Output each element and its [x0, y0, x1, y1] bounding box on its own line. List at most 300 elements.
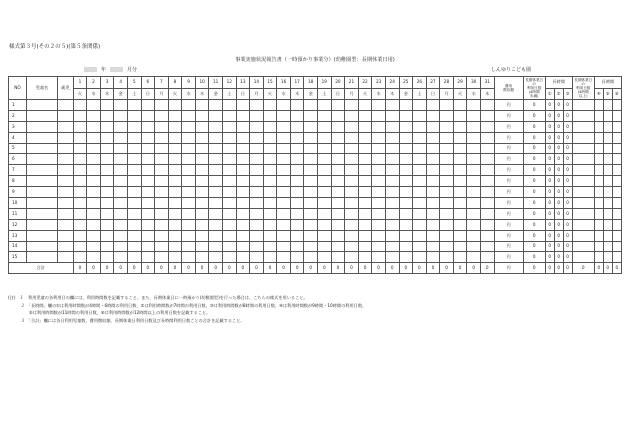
day-hours-cell[interactable]: [73, 143, 87, 154]
day-hours-cell[interactable]: [141, 132, 155, 143]
day-hours-cell[interactable]: [209, 132, 223, 143]
day-hours-cell[interactable]: [222, 121, 236, 132]
age-cell[interactable]: [58, 165, 74, 176]
day-hours-cell[interactable]: [209, 100, 223, 111]
day-hours-cell[interactable]: [277, 154, 291, 165]
day-hours-cell[interactable]: [345, 143, 359, 154]
day-hours-cell[interactable]: [304, 154, 318, 165]
day-hours-cell[interactable]: [141, 143, 155, 154]
day-hours-cell[interactable]: [385, 132, 399, 143]
age-cell[interactable]: [58, 110, 74, 121]
day-hours-cell[interactable]: [480, 165, 494, 176]
day-hours-cell[interactable]: [399, 208, 413, 219]
day-hours-cell[interactable]: [453, 187, 467, 198]
child-name-cell[interactable]: [26, 176, 57, 187]
day-hours-cell[interactable]: [372, 100, 386, 111]
age-cell[interactable]: [58, 241, 74, 252]
day-hours-cell[interactable]: [277, 230, 291, 241]
day-hours-cell[interactable]: [331, 230, 345, 241]
day-hours-cell[interactable]: [453, 100, 467, 111]
day-hours-cell[interactable]: [399, 187, 413, 198]
day-hours-cell[interactable]: [263, 154, 277, 165]
day-hours-cell[interactable]: [304, 132, 318, 143]
day-hours-cell[interactable]: [385, 121, 399, 132]
day-hours-cell[interactable]: [480, 176, 494, 187]
day-hours-cell[interactable]: [453, 154, 467, 165]
month-field[interactable]: [110, 67, 123, 72]
day-hours-cell[interactable]: [480, 100, 494, 111]
day-hours-cell[interactable]: [426, 121, 440, 132]
day-hours-cell[interactable]: [127, 143, 141, 154]
day-hours-cell[interactable]: [168, 219, 182, 230]
day-hours-cell[interactable]: [453, 132, 467, 143]
day-hours-cell[interactable]: [87, 219, 101, 230]
day-hours-cell[interactable]: [399, 230, 413, 241]
day-hours-cell[interactable]: [100, 219, 114, 230]
day-hours-cell[interactable]: [453, 230, 467, 241]
day-hours-cell[interactable]: [426, 110, 440, 121]
day-hours-cell[interactable]: [318, 165, 332, 176]
day-hours-cell[interactable]: [480, 198, 494, 209]
day-hours-cell[interactable]: [399, 219, 413, 230]
day-hours-cell[interactable]: [331, 132, 345, 143]
day-hours-cell[interactable]: [385, 241, 399, 252]
day-hours-cell[interactable]: [114, 121, 128, 132]
day-hours-cell[interactable]: [467, 143, 481, 154]
day-hours-cell[interactable]: [73, 198, 87, 209]
day-hours-cell[interactable]: [87, 176, 101, 187]
day-hours-cell[interactable]: [114, 165, 128, 176]
day-hours-cell[interactable]: [385, 198, 399, 209]
day-hours-cell[interactable]: [209, 165, 223, 176]
day-hours-cell[interactable]: [290, 154, 304, 165]
day-hours-cell[interactable]: [127, 198, 141, 209]
day-hours-cell[interactable]: [318, 252, 332, 263]
day-hours-cell[interactable]: [114, 208, 128, 219]
day-hours-cell[interactable]: [222, 100, 236, 111]
day-hours-cell[interactable]: [480, 219, 494, 230]
child-name-cell[interactable]: [26, 110, 57, 121]
age-cell[interactable]: [58, 132, 74, 143]
day-hours-cell[interactable]: [440, 241, 454, 252]
day-hours-cell[interactable]: [453, 176, 467, 187]
day-hours-cell[interactable]: [114, 241, 128, 252]
day-hours-cell[interactable]: [399, 165, 413, 176]
day-hours-cell[interactable]: [304, 198, 318, 209]
child-name-cell[interactable]: [26, 100, 57, 111]
day-hours-cell[interactable]: [385, 187, 399, 198]
day-hours-cell[interactable]: [304, 230, 318, 241]
day-hours-cell[interactable]: [345, 230, 359, 241]
day-hours-cell[interactable]: [195, 121, 209, 132]
day-hours-cell[interactable]: [372, 219, 386, 230]
day-hours-cell[interactable]: [141, 208, 155, 219]
day-hours-cell[interactable]: [413, 230, 427, 241]
day-hours-cell[interactable]: [467, 132, 481, 143]
day-hours-cell[interactable]: [331, 100, 345, 111]
day-hours-cell[interactable]: [467, 187, 481, 198]
day-hours-cell[interactable]: [222, 198, 236, 209]
day-hours-cell[interactable]: [277, 208, 291, 219]
day-hours-cell[interactable]: [413, 121, 427, 132]
day-hours-cell[interactable]: [141, 252, 155, 263]
day-hours-cell[interactable]: [236, 230, 250, 241]
day-hours-cell[interactable]: [480, 110, 494, 121]
day-hours-cell[interactable]: [114, 100, 128, 111]
day-hours-cell[interactable]: [250, 241, 264, 252]
day-hours-cell[interactable]: [263, 176, 277, 187]
day-hours-cell[interactable]: [155, 230, 169, 241]
day-hours-cell[interactable]: [277, 100, 291, 111]
day-hours-cell[interactable]: [100, 252, 114, 263]
day-hours-cell[interactable]: [100, 198, 114, 209]
day-hours-cell[interactable]: [127, 176, 141, 187]
day-hours-cell[interactable]: [399, 241, 413, 252]
day-hours-cell[interactable]: [426, 176, 440, 187]
day-hours-cell[interactable]: [263, 198, 277, 209]
day-hours-cell[interactable]: [480, 252, 494, 263]
day-hours-cell[interactable]: [168, 143, 182, 154]
day-hours-cell[interactable]: [168, 187, 182, 198]
day-hours-cell[interactable]: [399, 198, 413, 209]
day-hours-cell[interactable]: [100, 165, 114, 176]
day-hours-cell[interactable]: [277, 187, 291, 198]
day-hours-cell[interactable]: [290, 132, 304, 143]
day-hours-cell[interactable]: [345, 252, 359, 263]
day-hours-cell[interactable]: [426, 208, 440, 219]
day-hours-cell[interactable]: [426, 198, 440, 209]
day-hours-cell[interactable]: [250, 252, 264, 263]
day-hours-cell[interactable]: [127, 208, 141, 219]
day-hours-cell[interactable]: [426, 154, 440, 165]
day-hours-cell[interactable]: [263, 100, 277, 111]
day-hours-cell[interactable]: [385, 100, 399, 111]
day-hours-cell[interactable]: [304, 252, 318, 263]
day-hours-cell[interactable]: [209, 143, 223, 154]
day-hours-cell[interactable]: [250, 121, 264, 132]
day-hours-cell[interactable]: [250, 132, 264, 143]
day-hours-cell[interactable]: [209, 219, 223, 230]
day-hours-cell[interactable]: [426, 132, 440, 143]
day-hours-cell[interactable]: [114, 198, 128, 209]
day-hours-cell[interactable]: [331, 241, 345, 252]
day-hours-cell[interactable]: [318, 230, 332, 241]
day-hours-cell[interactable]: [263, 132, 277, 143]
child-name-cell[interactable]: [26, 154, 57, 165]
day-hours-cell[interactable]: [141, 219, 155, 230]
day-hours-cell[interactable]: [277, 110, 291, 121]
day-hours-cell[interactable]: [372, 143, 386, 154]
day-hours-cell[interactable]: [426, 143, 440, 154]
day-hours-cell[interactable]: [250, 208, 264, 219]
child-name-cell[interactable]: [26, 121, 57, 132]
day-hours-cell[interactable]: [182, 165, 196, 176]
day-hours-cell[interactable]: [100, 121, 114, 132]
day-hours-cell[interactable]: [358, 154, 372, 165]
day-hours-cell[interactable]: [168, 230, 182, 241]
day-hours-cell[interactable]: [222, 110, 236, 121]
day-hours-cell[interactable]: [358, 100, 372, 111]
day-hours-cell[interactable]: [372, 110, 386, 121]
day-hours-cell[interactable]: [290, 252, 304, 263]
child-name-cell[interactable]: [26, 143, 57, 154]
day-hours-cell[interactable]: [440, 208, 454, 219]
day-hours-cell[interactable]: [372, 165, 386, 176]
day-hours-cell[interactable]: [73, 165, 87, 176]
day-hours-cell[interactable]: [318, 132, 332, 143]
day-hours-cell[interactable]: [290, 110, 304, 121]
day-hours-cell[interactable]: [453, 241, 467, 252]
day-hours-cell[interactable]: [290, 208, 304, 219]
day-hours-cell[interactable]: [73, 100, 87, 111]
day-hours-cell[interactable]: [222, 143, 236, 154]
day-hours-cell[interactable]: [168, 241, 182, 252]
day-hours-cell[interactable]: [195, 154, 209, 165]
day-hours-cell[interactable]: [480, 208, 494, 219]
day-hours-cell[interactable]: [440, 252, 454, 263]
day-hours-cell[interactable]: [250, 165, 264, 176]
child-name-cell[interactable]: [26, 132, 57, 143]
day-hours-cell[interactable]: [399, 132, 413, 143]
day-hours-cell[interactable]: [290, 198, 304, 209]
day-hours-cell[interactable]: [141, 176, 155, 187]
day-hours-cell[interactable]: [480, 132, 494, 143]
day-hours-cell[interactable]: [385, 230, 399, 241]
day-hours-cell[interactable]: [331, 198, 345, 209]
day-hours-cell[interactable]: [290, 230, 304, 241]
day-hours-cell[interactable]: [304, 100, 318, 111]
day-hours-cell[interactable]: [73, 230, 87, 241]
day-hours-cell[interactable]: [385, 176, 399, 187]
day-hours-cell[interactable]: [195, 132, 209, 143]
day-hours-cell[interactable]: [222, 252, 236, 263]
day-hours-cell[interactable]: [290, 143, 304, 154]
day-hours-cell[interactable]: [318, 143, 332, 154]
day-hours-cell[interactable]: [141, 187, 155, 198]
day-hours-cell[interactable]: [155, 241, 169, 252]
day-hours-cell[interactable]: [453, 219, 467, 230]
day-hours-cell[interactable]: [127, 100, 141, 111]
day-hours-cell[interactable]: [87, 143, 101, 154]
day-hours-cell[interactable]: [127, 252, 141, 263]
day-hours-cell[interactable]: [399, 121, 413, 132]
day-hours-cell[interactable]: [168, 110, 182, 121]
age-cell[interactable]: [58, 187, 74, 198]
day-hours-cell[interactable]: [290, 187, 304, 198]
day-hours-cell[interactable]: [100, 230, 114, 241]
day-hours-cell[interactable]: [277, 165, 291, 176]
day-hours-cell[interactable]: [73, 219, 87, 230]
day-hours-cell[interactable]: [127, 110, 141, 121]
day-hours-cell[interactable]: [358, 165, 372, 176]
day-hours-cell[interactable]: [236, 132, 250, 143]
day-hours-cell[interactable]: [453, 165, 467, 176]
day-hours-cell[interactable]: [453, 110, 467, 121]
day-hours-cell[interactable]: [87, 132, 101, 143]
child-name-cell[interactable]: [26, 252, 57, 263]
day-hours-cell[interactable]: [467, 100, 481, 111]
day-hours-cell[interactable]: [182, 110, 196, 121]
day-hours-cell[interactable]: [290, 100, 304, 111]
day-hours-cell[interactable]: [114, 187, 128, 198]
day-hours-cell[interactable]: [453, 208, 467, 219]
day-hours-cell[interactable]: [440, 121, 454, 132]
day-hours-cell[interactable]: [73, 187, 87, 198]
day-hours-cell[interactable]: [372, 132, 386, 143]
day-hours-cell[interactable]: [399, 143, 413, 154]
day-hours-cell[interactable]: [87, 165, 101, 176]
day-hours-cell[interactable]: [413, 165, 427, 176]
day-hours-cell[interactable]: [263, 143, 277, 154]
day-hours-cell[interactable]: [222, 208, 236, 219]
day-hours-cell[interactable]: [304, 219, 318, 230]
day-hours-cell[interactable]: [182, 208, 196, 219]
day-hours-cell[interactable]: [73, 176, 87, 187]
day-hours-cell[interactable]: [155, 208, 169, 219]
day-hours-cell[interactable]: [250, 176, 264, 187]
day-hours-cell[interactable]: [250, 100, 264, 111]
day-hours-cell[interactable]: [413, 143, 427, 154]
day-hours-cell[interactable]: [87, 110, 101, 121]
day-hours-cell[interactable]: [87, 100, 101, 111]
day-hours-cell[interactable]: [73, 132, 87, 143]
day-hours-cell[interactable]: [195, 208, 209, 219]
day-hours-cell[interactable]: [413, 208, 427, 219]
day-hours-cell[interactable]: [290, 121, 304, 132]
day-hours-cell[interactable]: [277, 132, 291, 143]
day-hours-cell[interactable]: [263, 187, 277, 198]
day-hours-cell[interactable]: [100, 143, 114, 154]
day-hours-cell[interactable]: [127, 187, 141, 198]
day-hours-cell[interactable]: [263, 110, 277, 121]
day-hours-cell[interactable]: [358, 219, 372, 230]
age-cell[interactable]: [58, 143, 74, 154]
day-hours-cell[interactable]: [182, 132, 196, 143]
day-hours-cell[interactable]: [141, 121, 155, 132]
day-hours-cell[interactable]: [426, 241, 440, 252]
day-hours-cell[interactable]: [236, 100, 250, 111]
day-hours-cell[interactable]: [114, 230, 128, 241]
day-hours-cell[interactable]: [385, 110, 399, 121]
child-name-cell[interactable]: [26, 241, 57, 252]
day-hours-cell[interactable]: [236, 219, 250, 230]
day-hours-cell[interactable]: [318, 219, 332, 230]
day-hours-cell[interactable]: [182, 219, 196, 230]
child-name-cell[interactable]: [26, 230, 57, 241]
day-hours-cell[interactable]: [209, 154, 223, 165]
day-hours-cell[interactable]: [467, 198, 481, 209]
day-hours-cell[interactable]: [250, 143, 264, 154]
day-hours-cell[interactable]: [440, 230, 454, 241]
day-hours-cell[interactable]: [155, 100, 169, 111]
day-hours-cell[interactable]: [155, 143, 169, 154]
day-hours-cell[interactable]: [358, 241, 372, 252]
day-hours-cell[interactable]: [290, 165, 304, 176]
day-hours-cell[interactable]: [87, 208, 101, 219]
day-hours-cell[interactable]: [250, 219, 264, 230]
day-hours-cell[interactable]: [182, 143, 196, 154]
day-hours-cell[interactable]: [263, 121, 277, 132]
day-hours-cell[interactable]: [426, 100, 440, 111]
day-hours-cell[interactable]: [236, 198, 250, 209]
day-hours-cell[interactable]: [345, 187, 359, 198]
day-hours-cell[interactable]: [236, 154, 250, 165]
day-hours-cell[interactable]: [195, 230, 209, 241]
day-hours-cell[interactable]: [141, 165, 155, 176]
day-hours-cell[interactable]: [222, 132, 236, 143]
day-hours-cell[interactable]: [480, 121, 494, 132]
day-hours-cell[interactable]: [372, 198, 386, 209]
child-name-cell[interactable]: [26, 198, 57, 209]
day-hours-cell[interactable]: [385, 219, 399, 230]
day-hours-cell[interactable]: [155, 198, 169, 209]
day-hours-cell[interactable]: [182, 121, 196, 132]
day-hours-cell[interactable]: [236, 187, 250, 198]
day-hours-cell[interactable]: [345, 132, 359, 143]
day-hours-cell[interactable]: [413, 110, 427, 121]
day-hours-cell[interactable]: [182, 176, 196, 187]
day-hours-cell[interactable]: [399, 110, 413, 121]
day-hours-cell[interactable]: [345, 110, 359, 121]
day-hours-cell[interactable]: [331, 208, 345, 219]
day-hours-cell[interactable]: [304, 143, 318, 154]
day-hours-cell[interactable]: [413, 154, 427, 165]
day-hours-cell[interactable]: [318, 121, 332, 132]
day-hours-cell[interactable]: [345, 176, 359, 187]
day-hours-cell[interactable]: [263, 230, 277, 241]
day-hours-cell[interactable]: [195, 187, 209, 198]
day-hours-cell[interactable]: [141, 241, 155, 252]
day-hours-cell[interactable]: [114, 252, 128, 263]
day-hours-cell[interactable]: [345, 165, 359, 176]
day-hours-cell[interactable]: [331, 110, 345, 121]
day-hours-cell[interactable]: [413, 241, 427, 252]
day-hours-cell[interactable]: [399, 176, 413, 187]
day-hours-cell[interactable]: [440, 198, 454, 209]
day-hours-cell[interactable]: [440, 187, 454, 198]
day-hours-cell[interactable]: [155, 252, 169, 263]
day-hours-cell[interactable]: [182, 252, 196, 263]
day-hours-cell[interactable]: [250, 230, 264, 241]
day-hours-cell[interactable]: [331, 252, 345, 263]
day-hours-cell[interactable]: [73, 110, 87, 121]
day-hours-cell[interactable]: [114, 143, 128, 154]
day-hours-cell[interactable]: [399, 100, 413, 111]
day-hours-cell[interactable]: [467, 208, 481, 219]
day-hours-cell[interactable]: [440, 132, 454, 143]
day-hours-cell[interactable]: [413, 176, 427, 187]
day-hours-cell[interactable]: [426, 252, 440, 263]
day-hours-cell[interactable]: [467, 252, 481, 263]
day-hours-cell[interactable]: [358, 132, 372, 143]
day-hours-cell[interactable]: [480, 230, 494, 241]
day-hours-cell[interactable]: [467, 154, 481, 165]
day-hours-cell[interactable]: [195, 252, 209, 263]
day-hours-cell[interactable]: [222, 165, 236, 176]
day-hours-cell[interactable]: [263, 219, 277, 230]
day-hours-cell[interactable]: [250, 187, 264, 198]
day-hours-cell[interactable]: [372, 230, 386, 241]
day-hours-cell[interactable]: [290, 176, 304, 187]
day-hours-cell[interactable]: [100, 176, 114, 187]
day-hours-cell[interactable]: [87, 230, 101, 241]
day-hours-cell[interactable]: [155, 176, 169, 187]
day-hours-cell[interactable]: [195, 143, 209, 154]
day-hours-cell[interactable]: [195, 165, 209, 176]
day-hours-cell[interactable]: [182, 187, 196, 198]
day-hours-cell[interactable]: [277, 121, 291, 132]
day-hours-cell[interactable]: [413, 187, 427, 198]
